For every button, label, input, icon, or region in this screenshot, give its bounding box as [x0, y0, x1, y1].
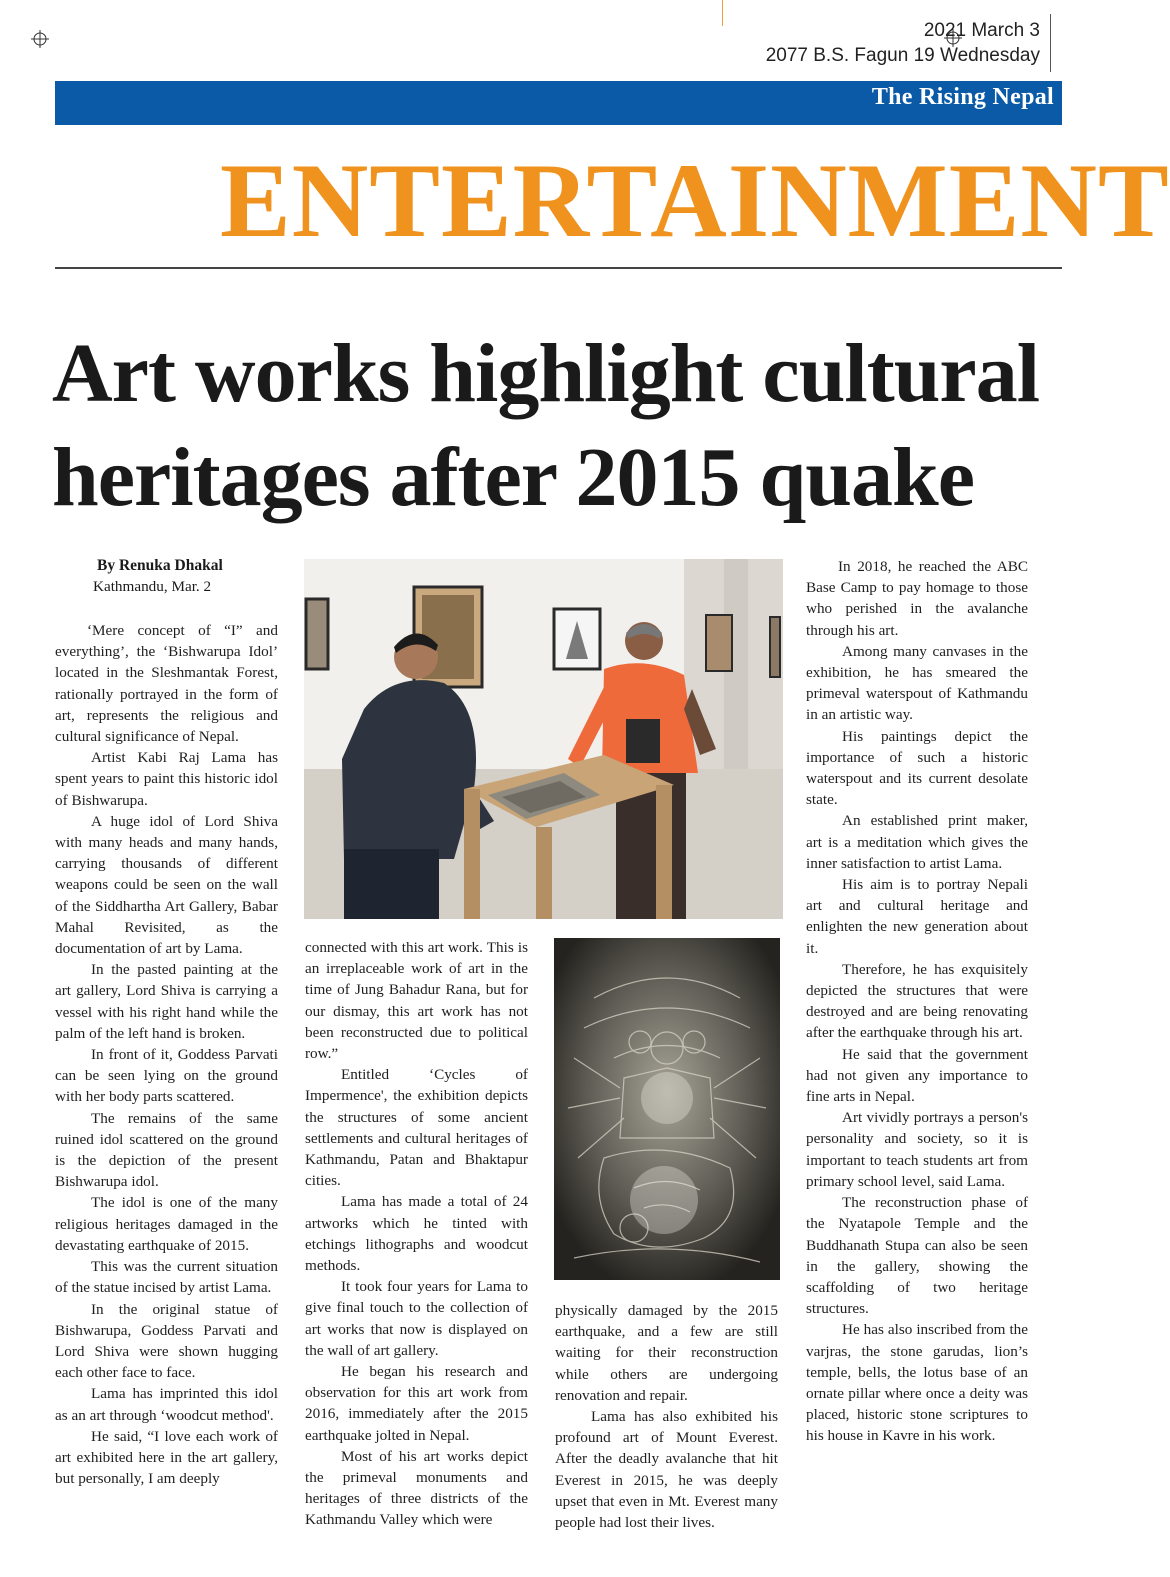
date-nepali: 2077 B.S. Fagun 19 Wednesday	[765, 45, 1040, 66]
masthead-title: The Rising Nepal	[871, 84, 1054, 110]
paragraph: This was the current situation of the statue incised by artist Lama.	[55, 1258, 278, 1297]
gallery-photo	[304, 559, 783, 919]
paragraph: Therefore, he has exquisitely depicted the structures that were destroyed and are being renovating after the earthquake through his art.	[806, 960, 1028, 1042]
paragraph: His paintings depict the importance of such a historic waterspout and its current desolate state.	[806, 727, 1028, 809]
paragraph: Most of his art works depict the primeval monuments and heritages of three districts of the Kathmandu Valley which were	[305, 1447, 528, 1529]
paragraph: He began his research and observation for this art work from 2016, immediately after the 2015 earthquake jolted in Nepal.	[305, 1363, 528, 1444]
section-title: ENTERTAINMENT	[220, 142, 1170, 259]
paragraph: The reconstruction phase of the Nyatapole Temple and the Buddhanath Stupa can also be seen in the gallery, showing the scaffolding of two heritage structures.	[806, 1194, 1028, 1318]
paragraph: The idol is one of the many religious heritages damaged in the devastating earthquake of 2015.	[55, 1194, 278, 1254]
paragraph: Art vividly portrays a person's personality and society, so it is important to teach students art from primary school level, said Lama.	[806, 1109, 1028, 1190]
dateline: Kathmandu, Mar. 2	[93, 578, 212, 595]
paragraph: It took four years for Lama to give final touch to the collection of art works that now is displayed on the wall of art gallery.	[305, 1278, 528, 1359]
date-english: 2021 March 3	[923, 20, 1040, 41]
headline	[52, 322, 1052, 530]
article-column-4	[806, 556, 1028, 1447]
paragraph: The remains of the same ruined idol scattered on the ground is the depiction of the present Bishwarupa idol.	[55, 1109, 278, 1191]
crop-mark	[722, 0, 723, 26]
paragraph: A huge idol of Lord Shiva with many heads and many hands, carrying thousands of different weapons could be seen on the wall of the Siddhartha Art Gallery, Babar Mahal Revisited, as the documentation of art by Lama.	[55, 812, 278, 958]
paragraph: Lama has imprinted this idol as an art through ‘woodcut method'.	[55, 1385, 278, 1424]
paragraph: Among many canvases in the exhibition, he has smeared the primeval waterspout of Kathmandu in an artistic way.	[806, 642, 1028, 724]
paragraph: In the pasted painting at the art gallery, Lord Shiva is carrying a vessel with his right hand while the palm of the left hand is broken.	[55, 961, 278, 1042]
paragraph: ‘Mere concept of “I” and everything’, the ‘Bishwarupa Idol’ located in the Sleshmantak Forest, rationally portrayed in the form of art, represents the religious and cultural significance of Nepal.	[55, 622, 278, 746]
article-column-1	[55, 620, 278, 1489]
article-column-2	[305, 937, 528, 1531]
paragraph: He said, “I love each work of art exhibited here in the art gallery, but personally, I am deeply	[55, 1427, 278, 1488]
registration-mark-icon	[31, 30, 49, 48]
paragraph: Artist Kabi Raj Lama has spent years to paint this historic idol of Bishwarupa.	[55, 749, 278, 809]
paragraph: connected with this art work. This is an irreplaceable work of art in the time of Jung Bahadur Rana, but for our dismay, this art work has not been reconstructed due to political row.”	[305, 939, 528, 1063]
paragraph: In the original statue of Bishwarupa, Goddess Parvati and Lord Shiva were shown hugging each other face to face.	[55, 1300, 278, 1382]
section-divider	[55, 267, 1062, 269]
paragraph: Lama has made a total of 24 artworks which he tinted with etchings lithographs and woodcut methods.	[305, 1193, 528, 1275]
byline: By Renuka Dhakal	[97, 557, 223, 574]
article-column-3	[555, 1300, 778, 1533]
paragraph: He said that the government had not given any importance to fine arts in Nepal.	[806, 1045, 1028, 1106]
paragraph: An established print maker, art is a meditation which gives the inner satisfaction to artist Lama.	[806, 812, 1028, 872]
headline-line-2: heritages after 2015 quake	[52, 431, 974, 524]
paragraph: He has also inscribed from the varjras, the stone garudas, lion’s temple, bells, the lotus base of an ornate pillar where once a deity was placed, historic stone scriptures to his house in Kavre in his work.	[806, 1321, 1028, 1445]
paragraph: His aim is to portray Nepali art and cultural heritage and enlighten the new generation about it.	[806, 876, 1028, 957]
headline-line-1: Art works highlight cultural	[52, 327, 1040, 420]
paragraph: Entitled ‘Cycles of Impermence', the exhibition depicts the structures of some ancient settlements and cultural heritages of Kathmandu, Patan and Bhaktapur cities.	[305, 1066, 528, 1190]
artwork-photo	[554, 938, 780, 1280]
paragraph: physically damaged by the 2015 earthquake, and a few are still waiting for their reconstruction while others are undergoing renovation and repair.	[555, 1302, 778, 1404]
paragraph: In front of it, Goddess Parvati can be seen lying on the ground with her body parts scattered.	[55, 1046, 278, 1106]
paragraph: Lama has also exhibited his profound art of Mount Everest. After the deadly avalanche that hit Everest in 2015, he was deeply upset that even in Mt. Everest many people had lost their lives.	[555, 1408, 778, 1532]
crop-mark	[1050, 14, 1051, 72]
paragraph: In 2018, he reached the ABC Base Camp to pay homage to those who perished in the avalanche through his art.	[806, 558, 1028, 639]
